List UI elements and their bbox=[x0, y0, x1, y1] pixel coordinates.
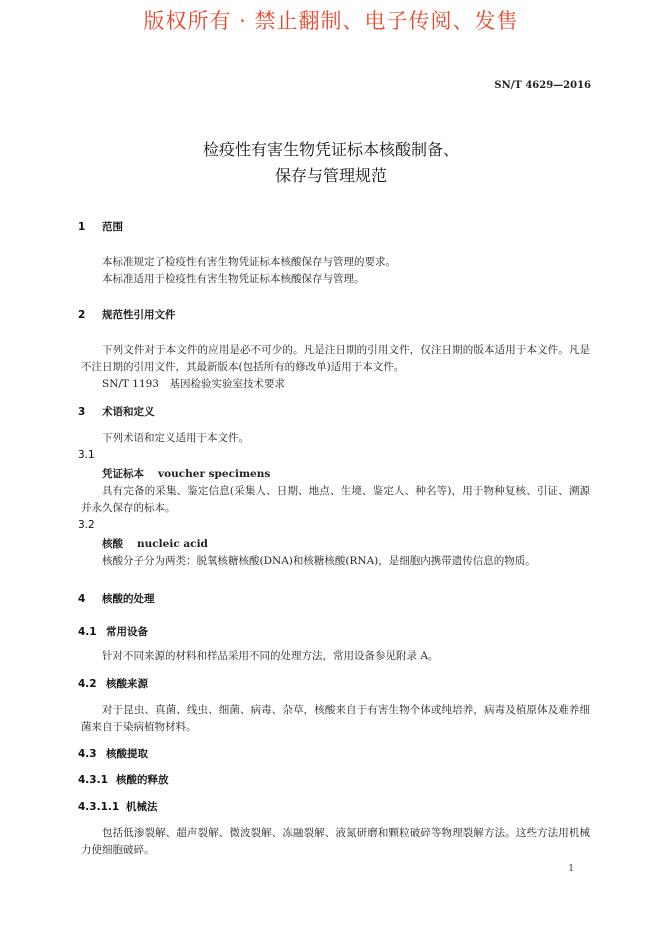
term-number: 3.1 bbox=[78, 449, 95, 461]
section-number: 4.3.1 bbox=[78, 774, 108, 786]
term-english: voucher specimens bbox=[158, 468, 271, 480]
term-number: 3.2 bbox=[78, 519, 95, 531]
section-number: 4.1 bbox=[78, 626, 97, 638]
section-number: 4.3.1.1 bbox=[78, 801, 120, 813]
document-title-line2: 保存与管理规范 bbox=[274, 166, 387, 185]
paragraph: 下列文件对于本文件的应用是必不可少的。凡是注日期的引用文件，仅注日期的版本适用于本文件。凡是不注日期的引用文件，其最新版本(包括所有的修改单)适用于本文件。 bbox=[81, 344, 590, 373]
section-number: 1 bbox=[78, 221, 86, 233]
section-number: 4 bbox=[78, 593, 86, 605]
subsection-4-3-heading bbox=[78, 746, 148, 761]
subsection-4-3-1-heading bbox=[78, 772, 169, 787]
term-heading bbox=[102, 536, 208, 551]
section-title: 核酸的释放 bbox=[116, 774, 169, 786]
term-chinese: 核酸 bbox=[102, 538, 123, 550]
paragraph: 包括低渗裂解、超声裂解、微波裂解、冻融裂解、液氮研磨和颗粒破碎等物理裂解方法。这些方法用机械力使细胞破碎。 bbox=[81, 827, 590, 856]
subsection-4-1-heading bbox=[78, 624, 148, 639]
paragraph: 针对不同来源的材料和样品采用不同的处理方法，常用设备参见附录 A。 bbox=[102, 650, 439, 662]
subsection-4-2-heading bbox=[78, 676, 148, 691]
section-4-heading bbox=[78, 591, 155, 606]
paragraph: 对于昆虫、真菌、线虫、细菌、病毒、杂草，核酸来自于有害生物个体或纯培养，病毒及植原体及难养细菌来自于染病植物材料。 bbox=[81, 704, 590, 733]
section-number: 2 bbox=[78, 309, 86, 321]
section-title: 核酸提取 bbox=[106, 748, 148, 760]
section-number: 3 bbox=[78, 406, 86, 418]
page-number: 1 bbox=[568, 864, 574, 874]
term-heading bbox=[102, 466, 270, 481]
section-title: 机械法 bbox=[126, 801, 158, 813]
section-1-heading bbox=[78, 219, 123, 234]
subsection-4-3-1-1-heading bbox=[78, 799, 158, 814]
section-3-heading bbox=[78, 404, 155, 419]
paragraph: 本标准适用于检疫性有害生物凭证标本核酸保存与管理。 bbox=[102, 273, 365, 285]
normative-reference: SN/T 1193 基因检验实验室技术要求 bbox=[102, 378, 285, 390]
paragraph: 下列术语和定义适用于本文件。 bbox=[102, 432, 249, 444]
term-definition: 具有完备的采集、鉴定信息(采集人、日期、地点、生境、鉴定人、种名等)，用于物种复核、引证、溯源并永久保存的标本。 bbox=[81, 485, 590, 514]
section-title: 核酸的处理 bbox=[102, 593, 155, 605]
document-title-line1: 检疫性有害生物凭证标本核酸制备、 bbox=[202, 140, 459, 159]
standard-number: SN/T 4629—2016 bbox=[494, 80, 591, 91]
section-number: 4.3 bbox=[78, 748, 97, 760]
term-chinese: 凭证标本 bbox=[102, 468, 144, 480]
section-number: 4.2 bbox=[78, 678, 97, 690]
section-title: 常用设备 bbox=[106, 626, 148, 638]
section-title: 规范性引用文件 bbox=[102, 309, 176, 321]
copyright-watermark: 版权所有 · 禁止翻制、电子传阅、发售 bbox=[143, 9, 519, 33]
term-definition: 核酸分子分为两类：脱氧核糖核酸(DNA)和核糖核酸(RNA)，是细胞内携带遗传信息的物质。 bbox=[102, 555, 536, 567]
paragraph: 本标准规定了检疫性有害生物凭证标本核酸保存与管理的要求。 bbox=[102, 256, 396, 268]
section-2-heading bbox=[78, 307, 176, 322]
section-title: 范围 bbox=[102, 221, 123, 233]
section-title: 核酸来源 bbox=[106, 678, 148, 690]
section-title: 术语和定义 bbox=[102, 406, 155, 418]
term-english: nucleic acid bbox=[137, 538, 208, 550]
